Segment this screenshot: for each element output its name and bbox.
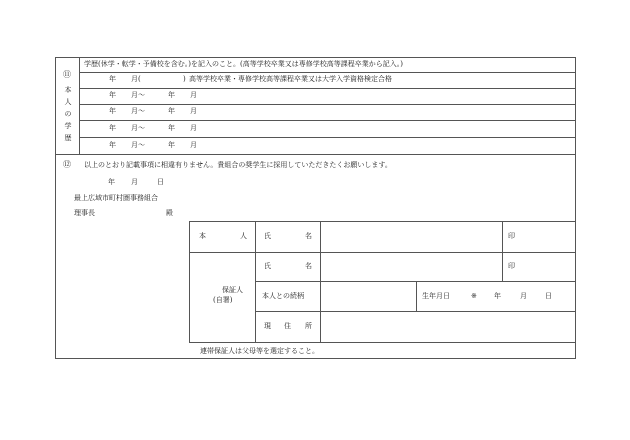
declaration-section-number: ⑫ bbox=[63, 160, 71, 169]
side-label-char: 人 bbox=[64, 98, 72, 106]
birthdate-year: 年 bbox=[494, 292, 501, 300]
guarantor-name-label-char: 名 bbox=[305, 262, 312, 270]
birthdate-label: 生年月日 bbox=[422, 292, 450, 300]
range-year-to: 年 bbox=[168, 124, 175, 132]
range-year-from: 年 bbox=[109, 141, 116, 149]
education-range-row[interactable] bbox=[79, 104, 576, 120]
guarantor-note: (自署) bbox=[213, 296, 233, 304]
signature-col-line bbox=[502, 252, 503, 281]
range-year-to: 年 bbox=[168, 91, 175, 99]
education-side-label bbox=[61, 84, 75, 144]
address-label-char: 現 bbox=[264, 322, 271, 330]
self-seal: 印 bbox=[508, 232, 515, 240]
first-row-month: 月( bbox=[131, 75, 141, 83]
range-month-from: 月〜 bbox=[131, 141, 145, 149]
first-row-year: 年 bbox=[109, 75, 116, 83]
education-first-row[interactable] bbox=[79, 72, 576, 88]
self-name-label-char: 氏 bbox=[264, 232, 271, 240]
declaration-date-month: 月 bbox=[131, 178, 138, 186]
signature-col-line bbox=[416, 281, 417, 311]
birthdate-month: 月 bbox=[520, 292, 527, 300]
side-label-char: 学 bbox=[64, 122, 72, 130]
education-range-row[interactable] bbox=[79, 137, 576, 154]
footer-note: 連帯保証人は父母等を選定すること。 bbox=[200, 347, 319, 355]
addressee-honorific: 殿 bbox=[166, 209, 173, 217]
range-month-from: 月〜 bbox=[131, 107, 145, 115]
guarantor-name-label-char: 氏 bbox=[264, 262, 271, 270]
self-label-char: 人 bbox=[240, 232, 247, 240]
range-month-to: 月 bbox=[190, 124, 197, 132]
addressee-title: 理事長 bbox=[74, 209, 95, 217]
address-label-char: 所 bbox=[305, 322, 312, 330]
declaration-statement: 以上のとおり記載事項に相違有りません。貴組合の奨学生に採用していただきたくお願いします。 bbox=[84, 161, 392, 169]
range-month-from: 月〜 bbox=[131, 91, 145, 99]
range-year-from: 年 bbox=[109, 124, 116, 132]
birthdate-day: 日 bbox=[545, 292, 552, 300]
range-month-to: 月 bbox=[190, 141, 197, 149]
range-month-from: 月〜 bbox=[131, 124, 145, 132]
birthdate-mark: ※ bbox=[471, 292, 477, 300]
education-section-bottom-line bbox=[55, 154, 576, 155]
addressee-organization: 最上広域市町村圏事務組合 bbox=[74, 194, 158, 202]
self-name-label-char: 名 bbox=[305, 232, 312, 240]
education-instruction: 学歴(休学・転学・予備校を含む。)を記入のこと。(高等学校卒業又は専修学校高等課程卒業から記入。) bbox=[84, 60, 403, 68]
education-range-row[interactable] bbox=[79, 120, 576, 137]
address-field[interactable] bbox=[321, 312, 575, 342]
guarantor-seal: 印 bbox=[508, 262, 515, 270]
first-row-description: 高等学校卒業・専修学校高等課程卒業又は大学入学資格検定合格 bbox=[189, 75, 392, 83]
first-row-close-paren: ) bbox=[183, 75, 186, 83]
guarantor-label: 保証人 bbox=[222, 286, 243, 294]
address-label-char: 住 bbox=[284, 322, 291, 330]
range-month-to: 月 bbox=[190, 107, 197, 115]
declaration-date-year: 年 bbox=[108, 178, 115, 186]
range-year-from: 年 bbox=[109, 107, 116, 115]
education-section-number: ⑪ bbox=[63, 70, 71, 79]
self-name-field[interactable] bbox=[321, 222, 501, 251]
guarantor-name-field[interactable] bbox=[321, 253, 501, 280]
range-year-from: 年 bbox=[109, 91, 116, 99]
declaration-date-day: 日 bbox=[157, 178, 164, 186]
education-range-row[interactable] bbox=[79, 88, 576, 104]
range-month-to: 月 bbox=[190, 91, 197, 99]
relation-field[interactable] bbox=[321, 282, 415, 310]
side-label-char: 歴 bbox=[64, 134, 72, 142]
range-year-to: 年 bbox=[168, 141, 175, 149]
side-label-char: 本 bbox=[64, 86, 72, 94]
self-label-char: 本 bbox=[199, 232, 206, 240]
signature-col-line bbox=[502, 221, 503, 252]
side-label-char: の bbox=[64, 110, 72, 118]
range-year-to: 年 bbox=[168, 107, 175, 115]
signature-col-line bbox=[255, 221, 256, 343]
relation-label: 本人との続柄 bbox=[262, 292, 304, 300]
